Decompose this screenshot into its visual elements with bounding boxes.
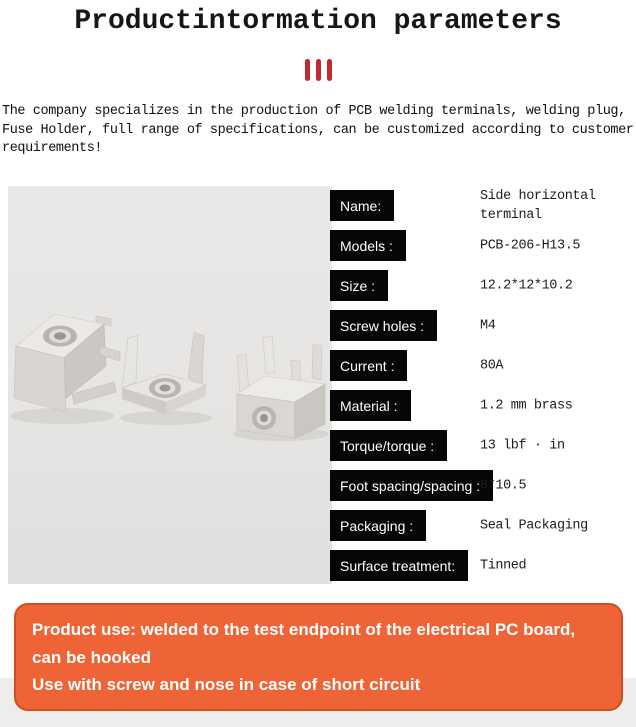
spec-value: M4 <box>480 318 496 333</box>
spec-label: Material : <box>330 390 411 421</box>
spec-row-surface-treatment <box>330 550 636 581</box>
spec-row-material <box>330 390 636 421</box>
terminal-left <box>10 314 120 424</box>
spec-label: Surface treatment: <box>330 550 468 581</box>
spec-value: Tinned <box>480 558 527 573</box>
spec-label: Foot spacing/spacing : <box>330 470 493 501</box>
spec-label: Packaging : <box>330 510 426 541</box>
spec-value: Seal Packaging <box>480 518 588 533</box>
spec-value: 13 lbf · in <box>480 438 565 453</box>
spec-label: Current : <box>330 350 407 381</box>
spec-label: Screw holes : <box>330 310 437 341</box>
terminal-middle <box>120 332 212 425</box>
spec-value: Side horizontal terminal <box>480 188 596 223</box>
spec-value: 12.2*12*10.2 <box>480 278 573 293</box>
product-photo <box>8 186 332 584</box>
spec-table <box>330 190 636 590</box>
spec-value: 8*10.5 <box>480 478 527 493</box>
spec-row-packaging <box>330 510 636 541</box>
spec-value: 1.2 mm brass <box>480 398 573 413</box>
spec-row-size <box>330 270 636 301</box>
spec-row-models <box>330 230 636 261</box>
red-divider-bars <box>0 59 636 81</box>
spec-label: Torque/torque : <box>330 430 447 461</box>
spec-value: PCB-206-H13.5 <box>480 238 581 253</box>
intro-paragraph: The company specializes in the production of PCB welding terminals, welding plug, Fuse Holder, full range of specifications, can be customized according to customer requirements! <box>2 104 634 156</box>
spec-label: Name: <box>330 190 394 221</box>
spec-row-screw-holes <box>330 310 636 341</box>
terminals-illustration <box>8 186 332 584</box>
spec-label: Size : <box>330 270 388 301</box>
spec-label: Models : <box>330 230 406 261</box>
divider-bar <box>305 59 310 81</box>
spec-row-name <box>330 190 636 221</box>
spec-row-current <box>330 350 636 381</box>
spec-value: 80A <box>480 358 504 373</box>
usage-note-box <box>14 603 623 711</box>
terminal-right <box>233 336 329 441</box>
usage-note-line: Use with screw and nose in case of short circuit <box>32 675 421 694</box>
spec-row-foot-spacing <box>330 470 636 501</box>
usage-note-line: Product use: welded to the test endpoint of the electrical PC board, can be hooked <box>32 620 576 667</box>
page-title: Productintormation parameters <box>74 6 562 37</box>
spec-row-torque <box>330 430 636 461</box>
divider-bar <box>327 59 332 81</box>
divider-bar <box>316 59 321 81</box>
